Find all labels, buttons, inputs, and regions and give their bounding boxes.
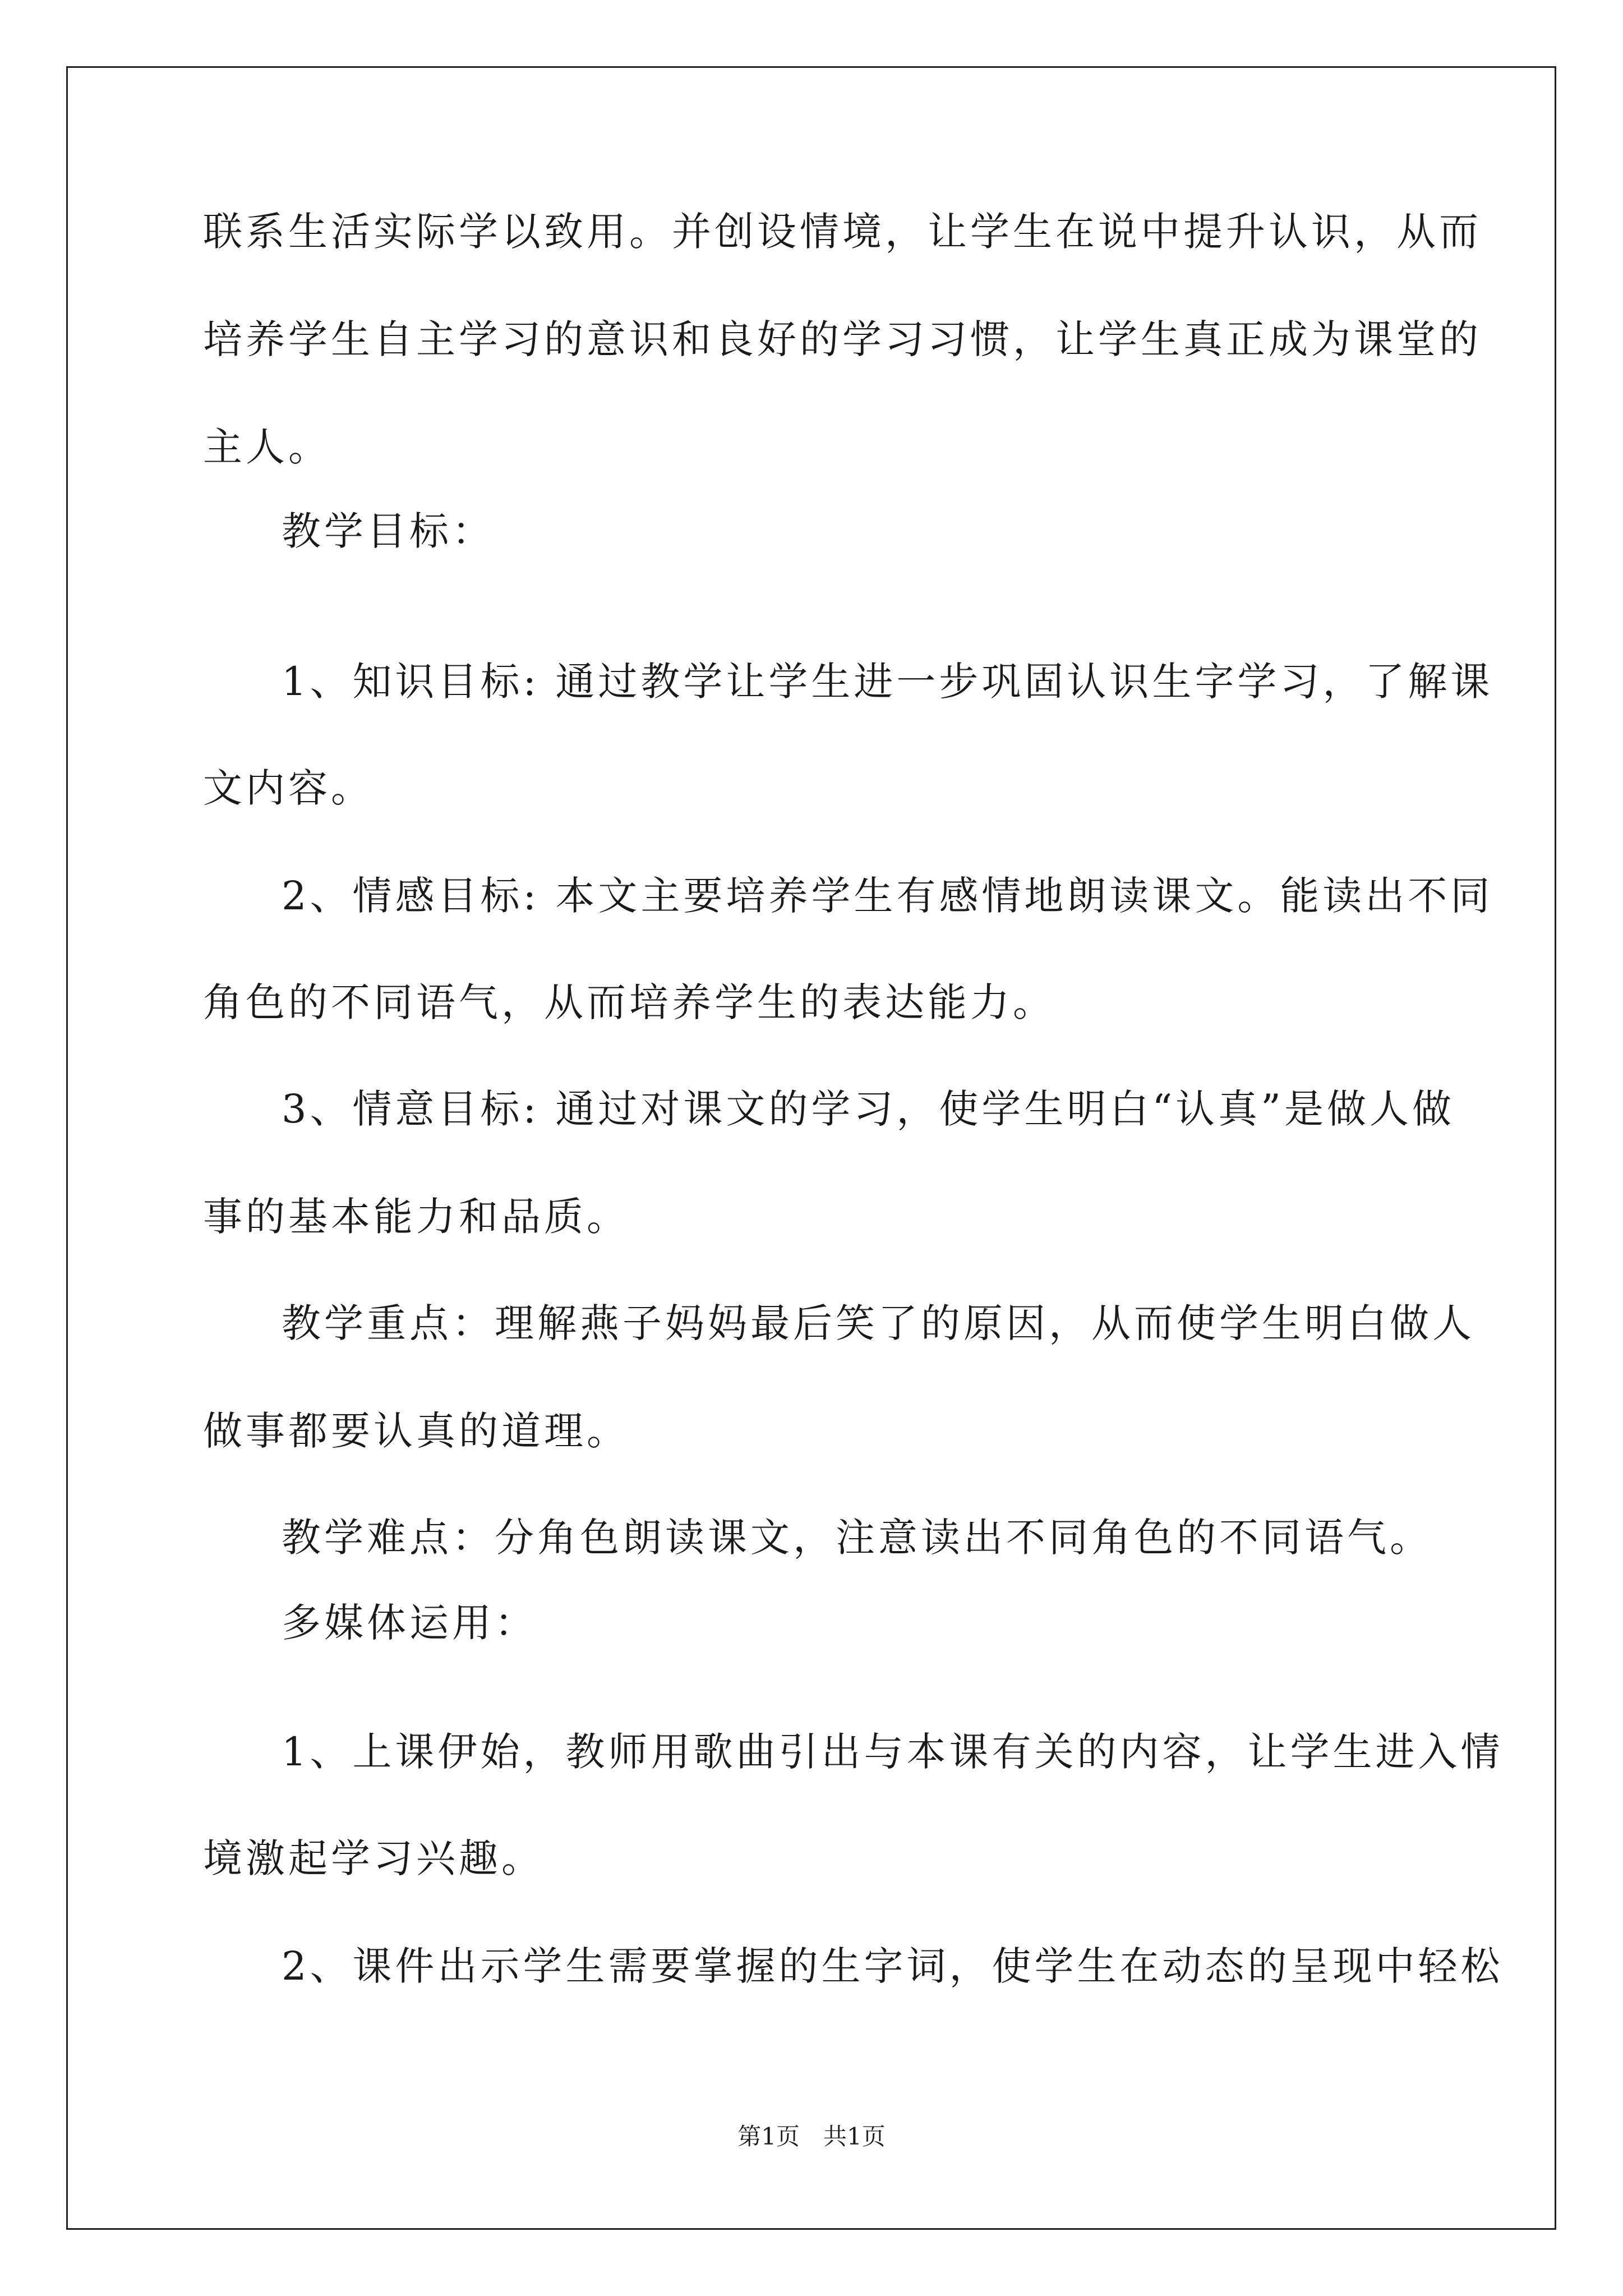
text-line: 3、情意目标: 通过对课文的学习，使学生明白“认真”是做人做	[282, 1086, 1455, 1132]
text-line: 培养学生自主学习的意识和良好的学习习惯，让学生真正成为课堂的	[203, 316, 1482, 362]
text-line: 境激起学习兴趣。	[203, 1835, 544, 1881]
text-line: 1、知识目标: 通过教学让学生进一步巩固认识生字学习，了解课	[282, 659, 1493, 705]
text-line: 角色的不同语气，从而培养学生的表达能力。	[203, 979, 1055, 1025]
text-line: 文内容。	[203, 765, 374, 811]
text-line: 教学难点：分角色朗读课文，注意读出不同角色的不同语气。	[282, 1515, 1432, 1561]
text-line: 事的基本能力和品质。	[203, 1194, 629, 1240]
page-footer: 第1页 共1页	[737, 2123, 886, 2150]
text-line: 2、情感目标: 本文主要培养学生有感情地朗读课文。能读出不同	[282, 873, 1493, 919]
page-border	[66, 66, 1556, 2230]
section-heading: 教学目标：	[282, 508, 495, 554]
text-line: 做事都要认真的道理。	[203, 1408, 629, 1454]
section-heading: 多媒体运用：	[282, 1600, 537, 1646]
text-line: 2、课件出示学生需要掌握的生字词，使学生在动态的呈现中轻松	[282, 1943, 1504, 1989]
text-line: 1、上课伊始，教师用歌曲引出与本课有关的内容，让学生进入情	[282, 1729, 1504, 1775]
text-line: 教学重点：理解燕子妈妈最后笑了的原因，从而使学生明白做人	[282, 1300, 1475, 1346]
text-line: 联系生活实际学以致用。并创设情境，让学生在说中提升认识，从而	[203, 209, 1482, 255]
text-line: 主人。	[203, 424, 331, 470]
